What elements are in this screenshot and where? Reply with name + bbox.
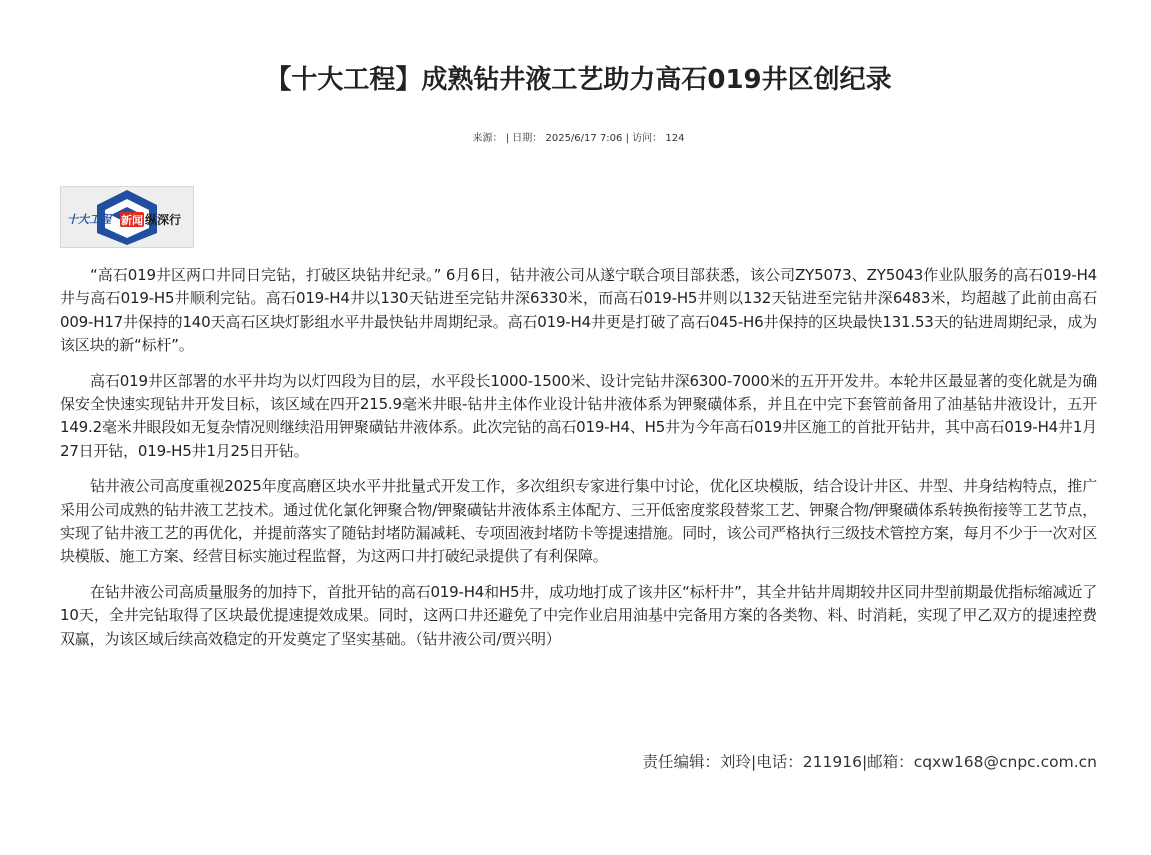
phone-value: 211916 <box>802 753 862 771</box>
logo-text-badge: 新闻 <box>121 214 143 227</box>
phone-label: |电话： <box>751 753 803 771</box>
article-paragraph-4: 在钻井液公司高质量服务的加持下，首批开钻的高石019-H4和H5井，成功地打成了该井区“标杆井”，其全井钻井周期较井区同井型前期最优指标缩减近了10天，全井完钻取得了区块最优提速提效成果。同时，这两口井还避免了中完作业启用油基中完备用方案的各类物、料、时消耗，实现了甲乙双方的提速控费双赢，为该区域后续高效稳定的开发奠定了坚实基础。（钻井液公司/贾兴明） <box>60 582 1097 648</box>
article-paragraph-1: “高石019井区两口井同日完钻，打破区块钻井纪录。” 6月6日，钻井液公司从遂宁联合项目部获悉，该公司ZY5073、ZY5043作业队服务的高石019-H4井与高石019-H5井顺利完钻。高石019-H4井以130天钻进至完钻井深6330米，而高石019-H5井则以132天钻进至完钻井深6483米，均超越了此前由高石009-H17井保持的140天高石区块灯影组水平井最快钻井周期纪录。高石019-H4井更是打破了高石045-H6井保持的区块最快131.53天的钻进周期纪录，成为该区块的新“标杆”。 <box>60 266 1097 355</box>
email-label: |邮箱： <box>861 753 914 771</box>
hexagon-logo-icon <box>61 187 193 247</box>
article-title: 【十大工程】成熟钻井液工艺助力高石019井区创纪录 <box>265 65 892 95</box>
article-body <box>60 264 1097 663</box>
editor-name: 刘玲 <box>720 753 752 771</box>
date-value: 2025/6/17 7:06 <box>545 133 623 144</box>
logo-text-right: 纵深行 <box>145 213 182 227</box>
article-meta <box>60 131 1097 147</box>
logo-text-left: 十大工程 <box>67 213 111 226</box>
article-paragraph-3: 钻井液公司高度重视2025年度高磨区块水平井批量式开发工作，多次组织专家进行集中讨论，优化区块模版，结合设计井区、井型、井身结构特点，推广采用公司成熟的钻井液工艺技术。通过优化氯化钾聚合物/钾聚磺钻井液体系主体配方、三开低密度浆段替浆工艺、钾聚合物/钾聚磺体系转换衔接等工艺节点，实现了钻井液工艺的再优化，并提前落实了随钻封堵防漏减耗、专项固液封堵防卡等提速措施。同时，该公司严格执行三级技术管控方案，每月不少于一次对区块模版、施工方案、经营目标实施过程监督，为这两口井打破纪录提供了有利保障。 <box>60 477 1097 566</box>
email-value[interactable]: cqxw168@cnpc.com.cn <box>913 753 1097 771</box>
date-label: | 日期： <box>505 133 543 144</box>
visits-label: | 访问： <box>625 133 663 144</box>
visits-value: 124 <box>665 133 685 144</box>
editor-label: 责任编辑： <box>642 753 721 771</box>
editor-info <box>643 750 1097 774</box>
article-paragraph-2: 高石019井区部署的水平井均为以灯四段为目的层，水平段长1000-1500米、设计完钻井深6300-7000米的五开开发井。本轮井区最显著的变化就是为确保安全快速实现钻井开发目标，该区域在四开215.9毫米井眼-钻井主体作业设计钻井液体系为钾聚磺体系，并且在中完下套管前备用了油基钻井液设计，五开149.2毫米井眼段如无复杂情况则继续沿用钾聚磺钻井液体系。此次完钻的高石019-H4、H5井为今年高石019井区施工的首批开钻井，其中高石019-H4井1月27日开钻，019-H5井1月25日开钻。 <box>60 371 1097 460</box>
source-label: 来源： <box>472 133 503 144</box>
column-logo <box>60 186 194 248</box>
